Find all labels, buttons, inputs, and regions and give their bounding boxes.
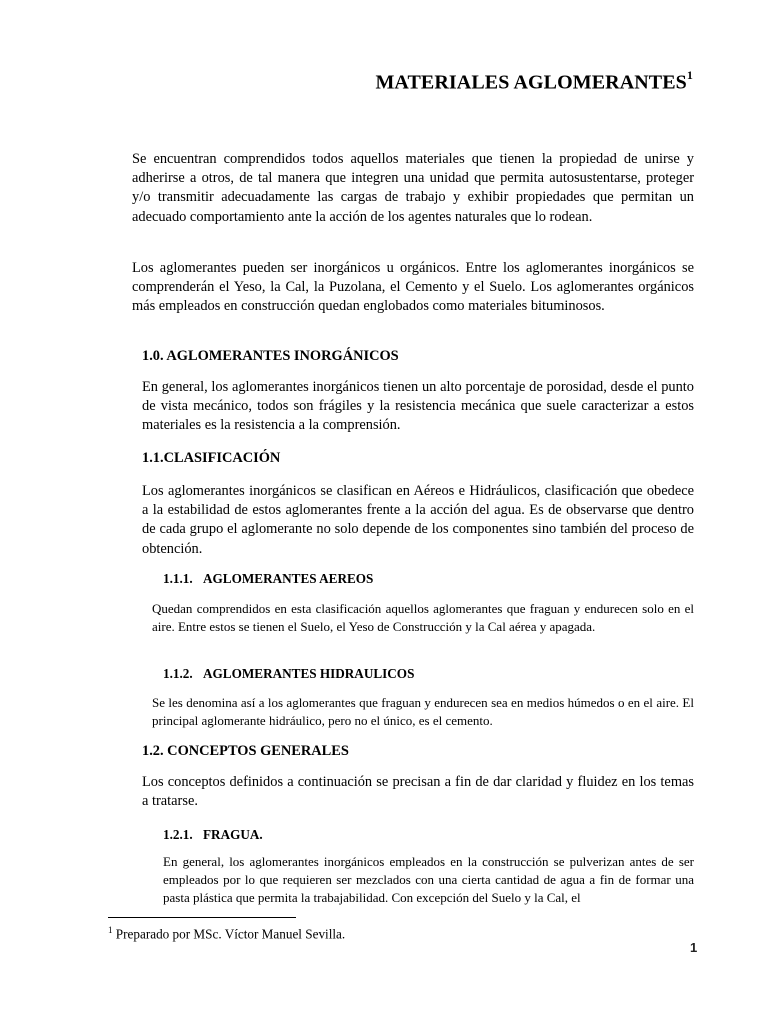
section-heading-1-2-1: 1.2.1. FRAGUA.	[163, 827, 263, 842]
section-text-1-1-1: Quedan comprendidos en esta clasificación aquellos aglomerantes que fraguan y endurecen solo en el aire. Entre estos se tienen el Suelo, el Yeso de Construcción y la Cal aérea y apagada.	[152, 601, 694, 634]
page-title: MATERIALES AGLOMERANTES$^1$	[375, 68, 693, 94]
intro-paragraph-1: Se encuentran comprendidos todos aquellos materiales que tienen la propiedad de unirse y adherirse a otros, de tal manera que integren una unidad que permita autosustentarse, proteger y/o transmitir adecuadamente las cargas de trabajo y exhibir propiedades que permitan un adecuado comportamiento ante la acción de los agentes naturales que lo rodean.	[132, 151, 694, 225]
section-heading-1-1-2: 1.1.2. AGLOMERANTES HIDRAULICOS	[163, 666, 415, 681]
section-heading-1-2: 1.2. CONCEPTOS GENERALES	[142, 743, 349, 759]
section-number: 1.2.1.	[163, 827, 193, 842]
section-text-1-2-1: En general, los aglomerantes inorgánicos empleados en la construcción se pulverizan antes de ser empleados por lo que requieren ser mezclados con una cierta cantidad de agua a fin de formar una pasta plástica que permita la trabajabilidad. Con excepción del Suelo y la Cal, el	[163, 854, 694, 905]
section-text-1-2: Los conceptos definidos a continuación se precisan a fin de dar claridad y fluidez en los temas a tratarse.	[142, 774, 694, 810]
section-text-1-1: Los aglomerantes inorgánicos se clasifican en Aéreos e Hidráulicos, clasificación que obedece a la estabilidad de estos aglomerantes frente a la acción del agua. Es de observarse que dentro de cada grupo el aglomerante no solo depende de los componentes sino también del proceso de obtención.	[142, 483, 694, 557]
section-heading-1-1: 1.1.CLASIFICACIÓN	[142, 450, 281, 466]
footnote	[108, 925, 345, 942]
footnote-text: Preparado por MSc. Víctor Manuel Sevilla.	[112, 926, 346, 942]
section-number: 1.1.1.	[163, 571, 193, 586]
page-number: 1	[690, 940, 698, 955]
section-heading-1-1-1: 1.1.1. AGLOMERANTES AEREOS	[163, 571, 374, 586]
intro-paragraph-2: Los aglomerantes pueden ser inorgánicos u orgánicos. Entre los aglomerantes inorgánicos se comprenderán el Yeso, la Cal, la Puzolana, el Cemento y el Suelo. Los aglomerantes orgánicos más empleados en construcción quedan englobados como materiales bituminosos.	[132, 260, 694, 315]
section-text-1-1-2: Se les denomina así a los aglomerantes que fraguan y endurecen sea en medios húmedos o en el aire. El principal aglomerante hidráulico, pero no el único, es el cemento.	[152, 695, 694, 728]
section-heading-1-0: 1.0. AGLOMERANTES INORGÁNICOS	[142, 348, 399, 364]
section-text-1-0: En general, los aglomerantes inorgánicos tienen un alto porcentaje de porosidad, desde el punto de vista mecánico, todos son frágiles y la resistencia mecánica que suele caracterizar a estos materiales es la resistencia a la comprensión.	[142, 379, 694, 434]
footnote-mark: 1	[108, 925, 113, 935]
footnote-divider	[108, 917, 296, 918]
title-footnote-mark: 1	[686, 68, 693, 82]
section-number: 1.1.2.	[163, 666, 193, 681]
